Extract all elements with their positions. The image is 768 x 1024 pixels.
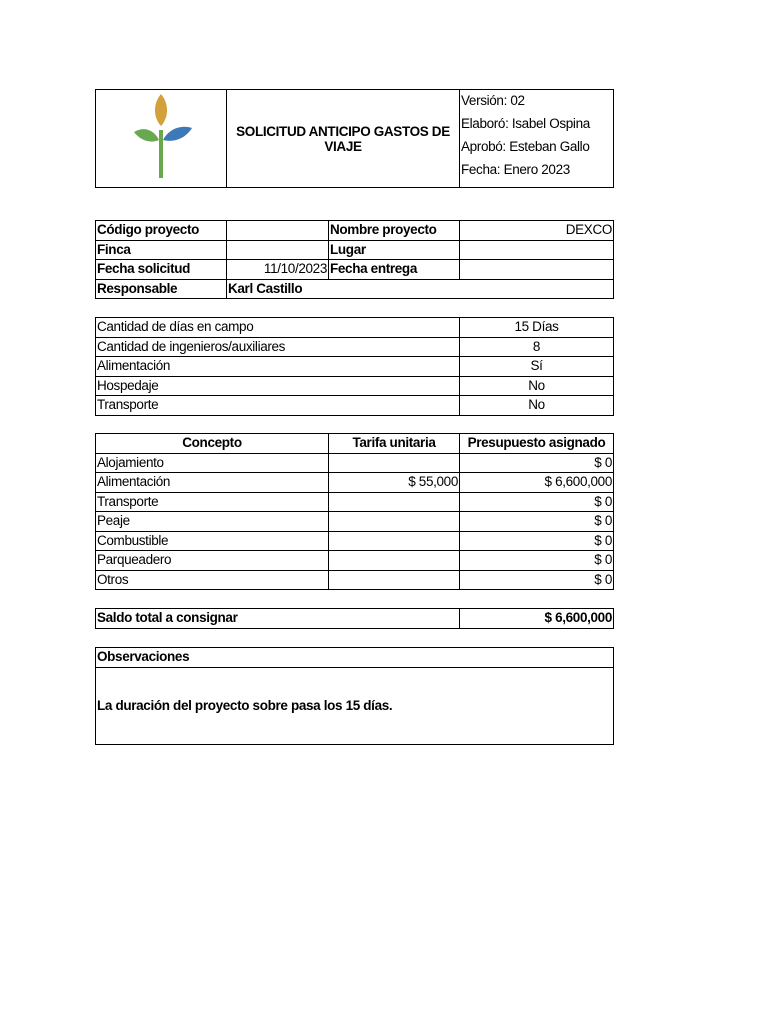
observations-label: Observaciones bbox=[96, 648, 614, 668]
table-row bbox=[96, 609, 614, 629]
rate-cell bbox=[329, 453, 460, 473]
elaborated-by-text: Elaboró: Isabel Ospina bbox=[461, 116, 590, 131]
request-date-value: 11/10/2023 bbox=[227, 260, 329, 280]
place-value bbox=[460, 240, 614, 260]
table-row bbox=[96, 318, 614, 338]
budget-cell: $ 6,600,000 bbox=[460, 473, 614, 493]
concept-cell: Alimentación bbox=[96, 473, 329, 493]
table-row bbox=[96, 376, 614, 396]
total-value: $ 6,600,000 bbox=[460, 609, 614, 629]
document-header bbox=[95, 89, 614, 188]
engineers-count-value: 8 bbox=[460, 337, 614, 357]
project-name-label: Nombre proyecto bbox=[329, 221, 460, 241]
concept-cell: Alojamiento bbox=[96, 453, 329, 473]
concept-cell: Peaje bbox=[96, 512, 329, 532]
table-row bbox=[96, 570, 614, 590]
table-row bbox=[96, 221, 614, 241]
request-date-label: Fecha solicitud bbox=[96, 260, 227, 280]
table-row bbox=[96, 512, 614, 532]
rate-cell bbox=[329, 551, 460, 571]
total-label: Saldo total a consignar bbox=[96, 609, 460, 629]
project-name-value: DEXCO bbox=[460, 221, 614, 241]
lodging-value: No bbox=[460, 376, 614, 396]
field-info-table bbox=[95, 317, 614, 416]
budget-cell: $ 0 bbox=[460, 570, 614, 590]
transport-label: Transporte bbox=[96, 396, 460, 416]
rate-cell bbox=[329, 570, 460, 590]
concept-cell: Parqueadero bbox=[96, 551, 329, 571]
concept-cell: Transporte bbox=[96, 492, 329, 512]
table-row bbox=[96, 260, 614, 280]
place-label: Lugar bbox=[329, 240, 460, 260]
table-row bbox=[96, 279, 614, 299]
document-metadata bbox=[460, 90, 614, 188]
company-logo bbox=[96, 90, 227, 188]
observations-table bbox=[95, 647, 614, 745]
budget-cell: $ 0 bbox=[460, 492, 614, 512]
rate-cell: $ 55,000 bbox=[329, 473, 460, 493]
budget-table bbox=[95, 433, 614, 590]
table-row bbox=[96, 396, 614, 416]
unit-rate-header: Tarifa unitaria bbox=[329, 434, 460, 454]
budget-cell: $ 0 bbox=[460, 551, 614, 571]
engineers-count-label: Cantidad de ingenieros/auxiliares bbox=[96, 337, 460, 357]
food-value: Sí bbox=[460, 357, 614, 377]
concept-cell: Combustible bbox=[96, 531, 329, 551]
rate-cell bbox=[329, 512, 460, 532]
table-row bbox=[96, 648, 614, 668]
table-row bbox=[96, 240, 614, 260]
plant-logo-icon bbox=[126, 90, 196, 182]
table-row bbox=[96, 453, 614, 473]
budget-cell: $ 0 bbox=[460, 512, 614, 532]
budget-cell: $ 0 bbox=[460, 531, 614, 551]
table-row bbox=[96, 551, 614, 571]
transport-value: No bbox=[460, 396, 614, 416]
table-row bbox=[96, 337, 614, 357]
document-title: SOLICITUD ANTICIPO GASTOS DE VIAJE bbox=[227, 90, 460, 188]
concept-header: Concepto bbox=[96, 434, 329, 454]
lodging-label: Hospedaje bbox=[96, 376, 460, 396]
field-days-value: 15 Días bbox=[460, 318, 614, 338]
responsible-label: Responsable bbox=[96, 279, 227, 299]
table-row bbox=[96, 473, 614, 493]
approved-by-text: Aprobó: Esteban Gallo bbox=[461, 139, 590, 154]
responsible-value: Karl Castillo bbox=[227, 279, 614, 299]
table-header-row bbox=[96, 434, 614, 454]
assigned-budget-header: Presupuesto asignado bbox=[460, 434, 614, 454]
rate-cell bbox=[329, 492, 460, 512]
project-info-table bbox=[95, 220, 614, 299]
observations-text: La duración del proyecto sobre pasa los 15 días. bbox=[96, 667, 614, 744]
delivery-date-label: Fecha entrega bbox=[329, 260, 460, 280]
version-text: Versión: 02 bbox=[461, 93, 525, 108]
table-row bbox=[96, 667, 614, 744]
project-code-label: Código proyecto bbox=[96, 221, 227, 241]
table-row bbox=[96, 531, 614, 551]
date-text: Fecha: Enero 2023 bbox=[461, 162, 570, 177]
table-row bbox=[96, 357, 614, 377]
table-row bbox=[96, 492, 614, 512]
field-days-label: Cantidad de días en campo bbox=[96, 318, 460, 338]
food-label: Alimentación bbox=[96, 357, 460, 377]
farm-value bbox=[227, 240, 329, 260]
farm-label: Finca bbox=[96, 240, 227, 260]
concept-cell: Otros bbox=[96, 570, 329, 590]
delivery-date-value bbox=[460, 260, 614, 280]
project-code-value bbox=[227, 221, 329, 241]
budget-cell: $ 0 bbox=[460, 453, 614, 473]
total-table bbox=[95, 608, 614, 629]
rate-cell bbox=[329, 531, 460, 551]
